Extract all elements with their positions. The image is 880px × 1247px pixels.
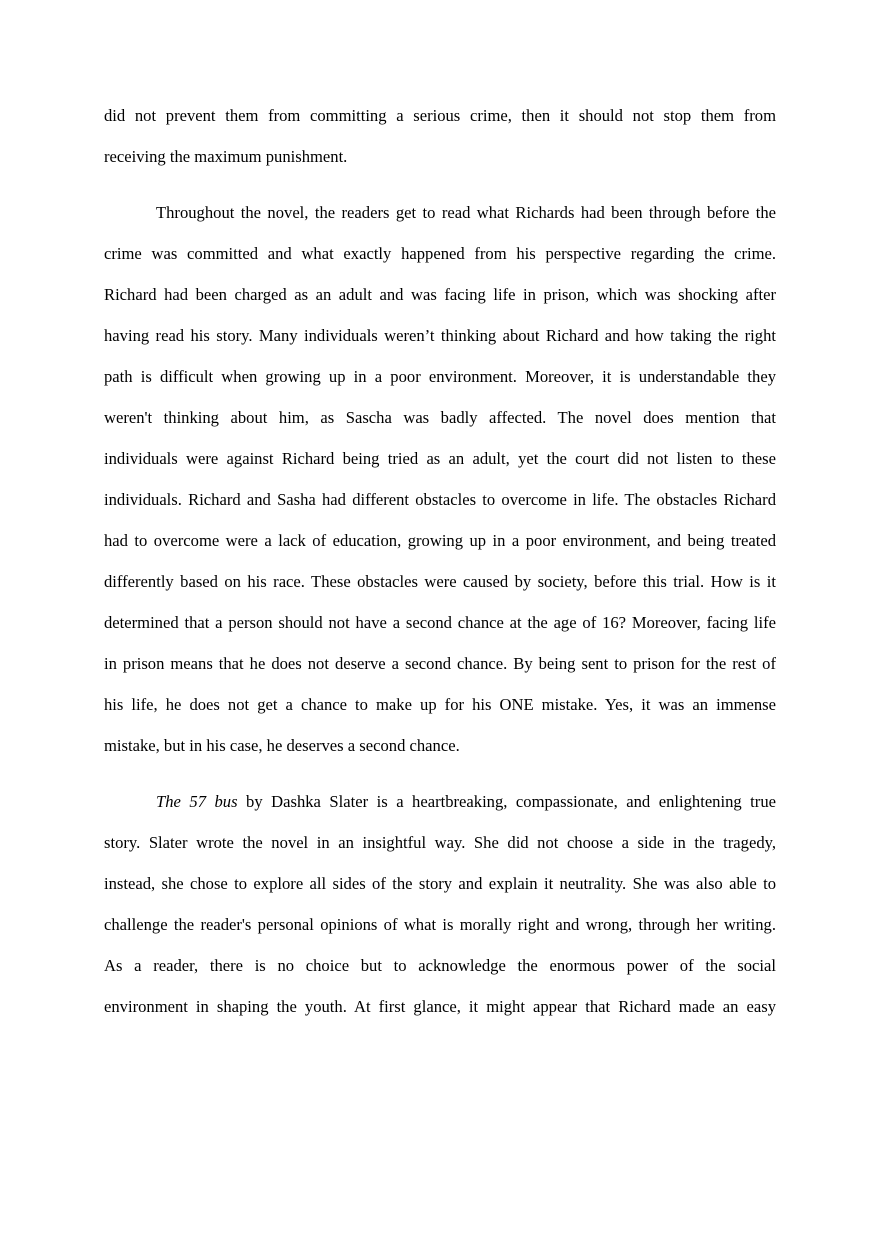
text-line: differently based on his race. These obstacles were caused by society, before this trial. How is it [104,572,776,591]
text-line: his life, he does not get a chance to make up for his ONE mistake. Yes, it was an immense [104,695,776,714]
book-title: The 57 bus [156,792,238,811]
text-line: environment in shaping the youth. At first glance, it might appear that Richard made an easy [104,997,776,1016]
text-line: story. Slater wrote the novel in an insightful way. She did not choose a side in the tragedy, [104,833,776,852]
text-line [104,781,776,822]
text-line: mistake, but in his case, he deserves a second chance. [104,736,460,755]
text-line: had to overcome were a lack of education, growing up in a poor environment, and being treated [104,531,776,550]
paragraph-1 [104,95,776,177]
text-line: Throughout the novel, the readers get to read what Richards had been through before the [156,203,776,222]
text-line: having read his story. Many individuals weren’t thinking about Richard and how taking the right [104,326,776,345]
text-line: weren't thinking about him, as Sascha was badly affected. The novel does mention that [104,408,776,427]
text-line: As a reader, there is no choice but to acknowledge the enormous power of the social [104,956,776,975]
body-text [104,95,776,1027]
paragraph-3 [104,781,776,1027]
text-line: did not prevent them from committing a serious crime, then it should not stop them from [104,106,776,125]
text-line: in prison means that he does not deserve a second chance. By being sent to prison for the rest of [104,654,776,673]
text-span: by Dashka Slater is a heartbreaking, compassionate, and enlightening true [237,792,776,811]
text-line: Richard had been charged as an adult and was facing life in prison, which was shocking after [104,285,776,304]
text-line: individuals were against Richard being tried as an adult, yet the court did not listen to these [104,449,776,468]
text-line: path is difficult when growing up in a poor environment. Moreover, it is understandable they [104,367,776,386]
text-line: receiving the maximum punishment. [104,147,348,166]
text-line: challenge the reader's personal opinions of what is morally right and wrong, through her writing. [104,915,776,934]
text-line: determined that a person should not have a second chance at the age of 16? Moreover, facing life [104,613,776,632]
paragraph-2 [104,192,776,766]
text-line: individuals. Richard and Sasha had different obstacles to overcome in life. The obstacles Richard [104,490,776,509]
text-line: instead, she chose to explore all sides of the story and explain it neutrality. She was also able to [104,874,776,893]
text-line: crime was committed and what exactly happened from his perspective regarding the crime. [104,244,776,263]
